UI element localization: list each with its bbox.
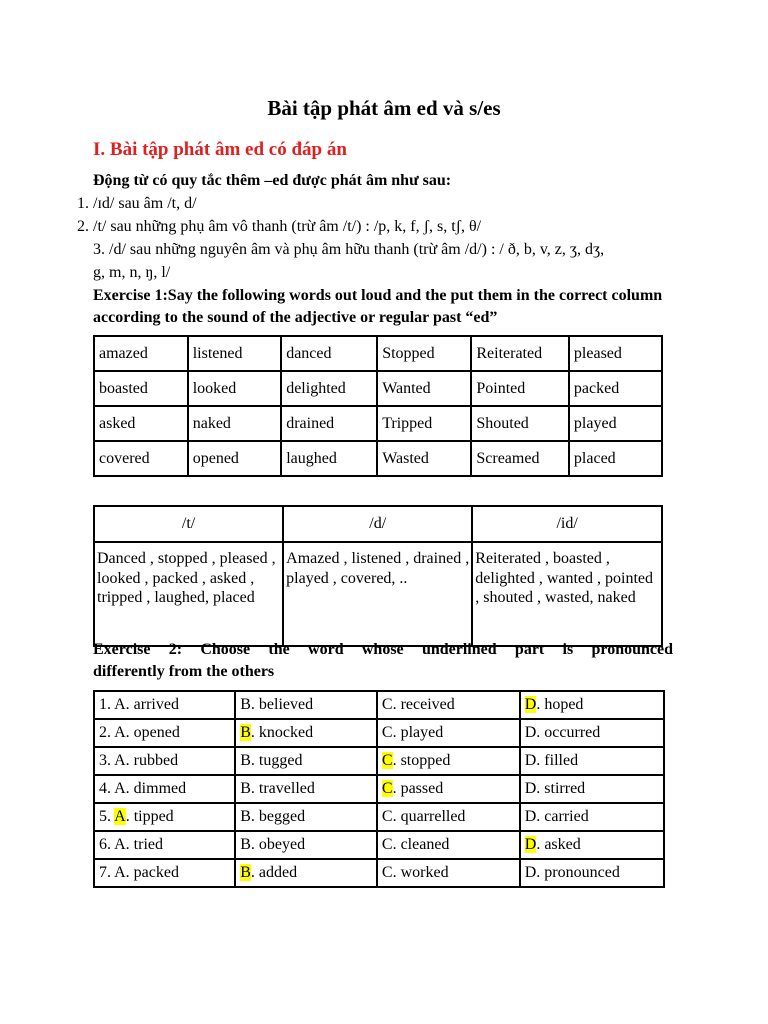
section-heading: I. Bài tập phát âm ed có đáp án xyxy=(93,139,347,160)
option-b-cell: B. obeyed xyxy=(235,831,377,859)
words-row xyxy=(94,371,662,406)
option-d-cell xyxy=(520,831,664,859)
word-cell: looked xyxy=(188,371,281,406)
word-cell: Wasted xyxy=(377,441,471,476)
word-cell: Shouted xyxy=(471,406,569,441)
word-cell: packed xyxy=(569,371,662,406)
word-cell: covered xyxy=(94,441,188,476)
option-a-cell: 2. A. opened xyxy=(94,719,235,747)
question-row xyxy=(94,747,664,775)
option-text: . passed xyxy=(392,780,444,797)
rule-2: 2. /t/ sau những phụ âm vô thanh (trừ âm /t/) : /p, k, f, ʃ, s, tʃ, θ/ xyxy=(77,218,482,235)
option-c-cell: C. played xyxy=(377,719,520,747)
word-cell: laughed xyxy=(281,441,377,476)
answer-highlight: A xyxy=(114,808,126,825)
option-d-cell: D. carried xyxy=(520,803,664,831)
answer-cell-d: Amazed , listened , drained , played , covered, .. xyxy=(283,542,472,646)
option-b-cell: B. believed xyxy=(235,691,377,719)
word-cell: opened xyxy=(188,441,281,476)
option-a-cell: 6. A. tried xyxy=(94,831,235,859)
option-c-cell xyxy=(377,747,520,775)
word-cell: Stopped xyxy=(377,336,471,371)
words-row xyxy=(94,406,662,441)
option-a-cell: 1. A. arrived xyxy=(94,691,235,719)
word-cell: naked xyxy=(188,406,281,441)
exercise-2-heading xyxy=(93,639,673,683)
question-row xyxy=(94,775,664,803)
exercise-2-heading-line-1: Exercise 2: Choose the word whose underlined part is pronounced xyxy=(93,641,673,658)
option-text: . stopped xyxy=(392,752,451,769)
word-cell: pleased xyxy=(569,336,662,371)
rule-3: 3. /d/ sau những nguyên âm và phụ âm hữu thanh (trừ âm /d/) : / ð, b, v, z, ʒ, dʒ, xyxy=(93,241,605,258)
word-cell: asked xyxy=(94,406,188,441)
option-b-cell: B. begged xyxy=(235,803,377,831)
answer-highlight: C xyxy=(381,780,393,797)
word-cell: danced xyxy=(281,336,377,371)
word-cell: Screamed xyxy=(471,441,569,476)
option-prefix: 5. xyxy=(99,808,115,825)
word-cell: played xyxy=(569,406,662,441)
word-cell: amazed xyxy=(94,336,188,371)
answer-header-id: /id/ xyxy=(472,506,662,542)
option-c-cell xyxy=(377,775,520,803)
answer-highlight: D xyxy=(524,696,537,713)
word-cell: Tripped xyxy=(377,406,471,441)
question-row xyxy=(94,859,664,887)
question-row xyxy=(94,719,664,747)
answer-header-row xyxy=(94,506,662,542)
answer-highlight: B xyxy=(240,864,251,881)
word-cell: placed xyxy=(569,441,662,476)
answer-header-d: /d/ xyxy=(283,506,472,542)
answer-cell-id: Reiterated , boasted , delighted , wanted , pointed , shouted , wasted, naked xyxy=(472,542,662,646)
option-d-cell: D. occurred xyxy=(520,719,664,747)
answer-highlight: D xyxy=(524,836,537,853)
word-cell: listened xyxy=(188,336,281,371)
option-b-cell: B. tugged xyxy=(235,747,377,775)
option-b-cell xyxy=(235,859,377,887)
option-b-cell: B. travelled xyxy=(235,775,377,803)
option-d-cell: D. stirred xyxy=(520,775,664,803)
option-a-cell: 4. A. dimmed xyxy=(94,775,235,803)
option-a-cell: 7. A. packed xyxy=(94,859,235,887)
word-cell: delighted xyxy=(281,371,377,406)
rule-3-continued: g, m, n, ŋ, l/ xyxy=(93,264,171,281)
option-c-cell: C. cleaned xyxy=(377,831,520,859)
word-cell: Wanted xyxy=(377,371,471,406)
question-row xyxy=(94,691,664,719)
rule-1: 1. /ɪd/ sau âm /t, d/ xyxy=(77,195,197,212)
option-c-cell: C. quarrelled xyxy=(377,803,520,831)
answer-cell-t: Danced , stopped , pleased , looked , packed , asked , tripped , laughed, placed xyxy=(94,542,283,646)
option-a-cell xyxy=(94,803,235,831)
option-d-cell xyxy=(520,691,664,719)
intro-text: Động từ có quy tắc thêm –ed được phát âm như sau: xyxy=(93,172,452,189)
answer-highlight: B xyxy=(240,724,251,741)
word-cell: Pointed xyxy=(471,371,569,406)
question-row xyxy=(94,803,664,831)
words-row xyxy=(94,336,662,371)
page-title: Bài tập phát âm ed và s/es xyxy=(267,96,501,120)
word-cell: Reiterated xyxy=(471,336,569,371)
option-d-cell: D. pronounced xyxy=(520,859,664,887)
option-c-cell: C. worked xyxy=(377,859,520,887)
option-b-cell xyxy=(235,719,377,747)
answer-highlight: C xyxy=(381,752,393,769)
exercise-2-heading-line-2: differently from the others xyxy=(93,663,275,680)
option-c-cell: C. received xyxy=(377,691,520,719)
answer-header-t: /t/ xyxy=(94,506,283,542)
answer-body-row xyxy=(94,542,662,646)
option-text: . hoped xyxy=(536,696,584,713)
exercise-1-answer-table xyxy=(93,505,663,647)
option-text: . asked xyxy=(536,836,581,853)
option-text: . knocked xyxy=(250,724,314,741)
option-text: . added xyxy=(250,864,298,881)
option-d-cell: D. filled xyxy=(520,747,664,775)
exercise-1-heading: Exercise 1:Say the following words out loud and the put them in the correct column according to the sound of the adjective or regular past “ed” xyxy=(93,287,663,326)
word-cell: boasted xyxy=(94,371,188,406)
exercise-2-table xyxy=(93,690,665,888)
question-row xyxy=(94,831,664,859)
option-a-cell: 3. A. rubbed xyxy=(94,747,235,775)
words-row xyxy=(94,441,662,476)
word-cell: drained xyxy=(281,406,377,441)
exercise-1-words-table xyxy=(93,335,663,477)
option-text: . tipped xyxy=(125,808,174,825)
